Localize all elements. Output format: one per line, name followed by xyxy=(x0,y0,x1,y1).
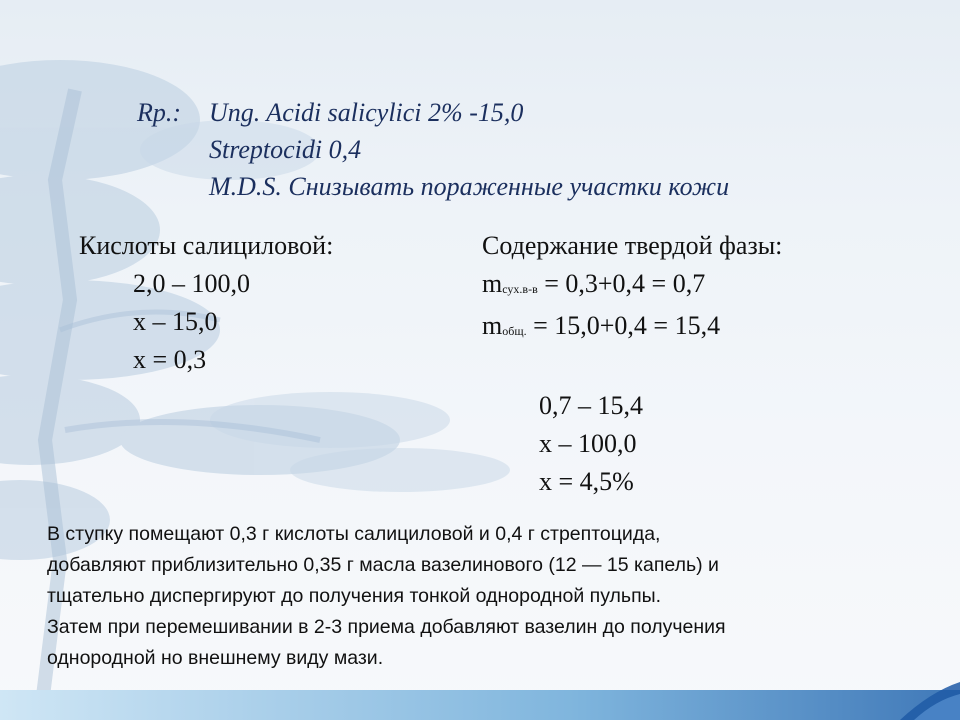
m-dry-line: $m_{сух.в-в} = 0,3+0,4 = 0,7$ xyxy=(482,269,706,298)
paragraph-line-5: однородной но внешнему виду мази. xyxy=(47,647,384,669)
m-dry-subscript: сух.в-в xyxy=(502,282,538,296)
proportion-line-2: x – 100,0 xyxy=(539,429,637,458)
left-calculation xyxy=(79,227,333,379)
left-calc-line-2: x – 15,0 xyxy=(133,307,218,336)
left-calc-line-3: x = 0,3 xyxy=(133,345,207,374)
paragraph-line-2: добавляют приблизительно 0,35 г масла вазелинового (12 — 15 капель) и xyxy=(47,554,719,576)
left-calc-line-1: 2,0 – 100,0 xyxy=(133,269,250,298)
footer-accent-bar xyxy=(0,690,960,720)
m-total-line: $m_{общ.} = 15,0+0,4 = 15,4$ xyxy=(482,311,721,340)
proportion-line-3: x = 4,5% xyxy=(539,467,634,496)
proportion-line-1: 0,7 – 15,4 xyxy=(539,391,643,420)
prescription-label: Rp.: xyxy=(137,98,182,127)
paragraph-line-4: Затем при перемешивании в 2-3 приема добавляют вазелин до получения xyxy=(47,616,726,638)
paragraph-line-3: тщательно диспергируют до получения тонкой однородной пульпы. xyxy=(47,585,662,607)
corner-swoosh-icon xyxy=(900,682,960,720)
procedure-paragraph xyxy=(47,519,927,674)
paragraph-line-1: В ступку помещают 0,3 г кислоты салициловой и 0,4 г стрептоцида, xyxy=(47,523,661,545)
m-total-subscript: общ. xyxy=(502,324,527,338)
right-calc-heading: Содержание твердой фазы: xyxy=(482,231,783,260)
prescription-line-2: Streptocidi 0,4 xyxy=(209,135,362,164)
prescription-line-1: Ung. Acidi salicylici 2% -15,0 xyxy=(209,98,524,127)
left-calc-heading: Кислоты салициловой: xyxy=(79,231,334,260)
prescription-block xyxy=(137,94,729,205)
right-calculation xyxy=(482,227,782,501)
prescription-line-3: M.D.S. Снизывать пораженные участки кожи xyxy=(209,172,730,201)
